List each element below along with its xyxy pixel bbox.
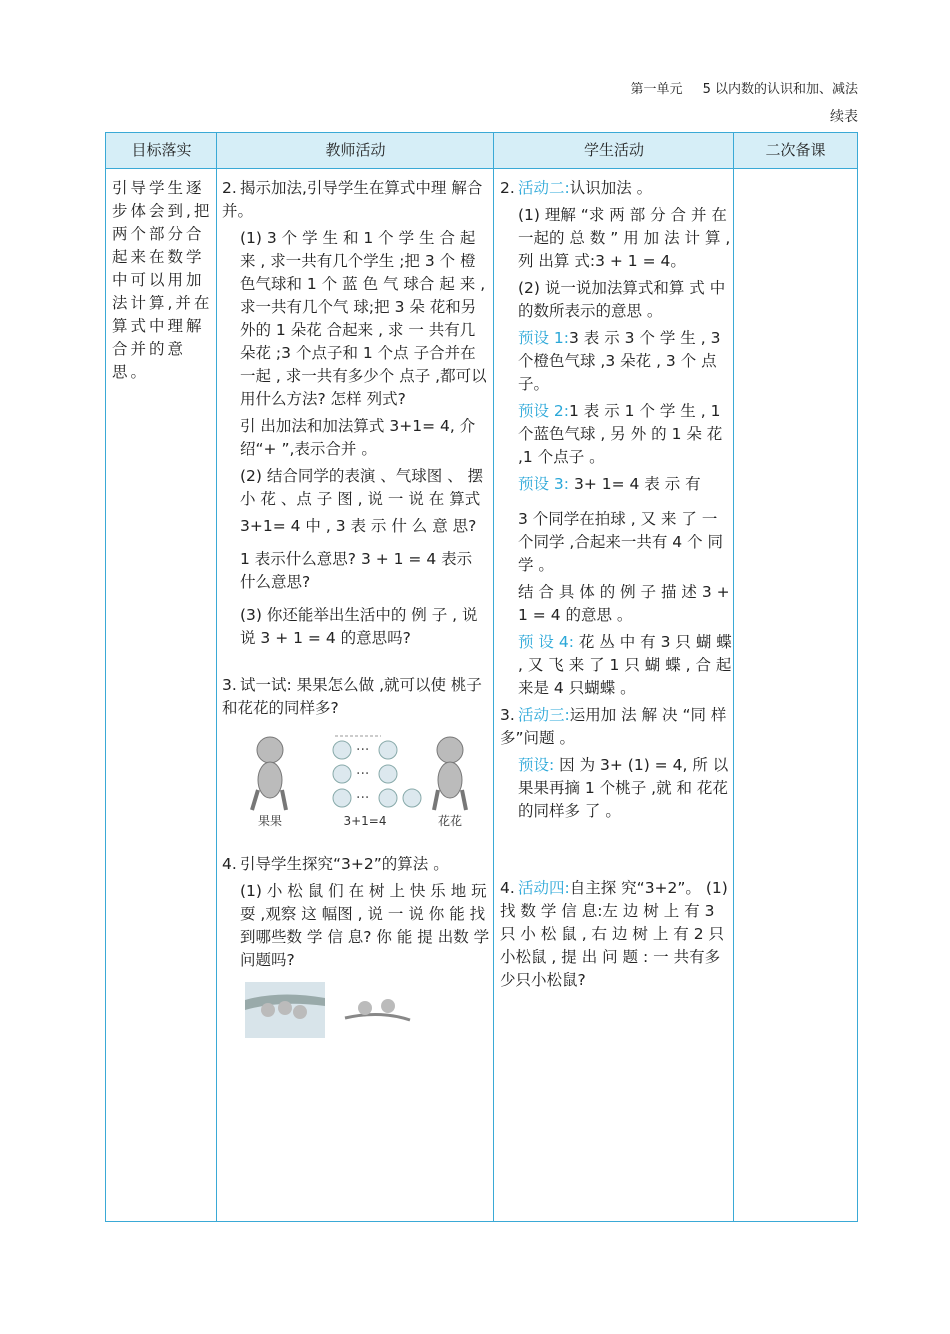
preset-3-describe: 结 合 具 体 的 例 子 描 述 3 + 1 = 4 的意思 。 [518,583,730,624]
preset-2: 预设 2:1 表 示 1 个 学 生 , 1 个蓝色气球 , 另 外 的 1 朵 花 ,1 个点子 。 [518,402,723,466]
goal-text: 引导学生逐步体会到,把两个部分合起来在数学中可以用加法计算,并在算式中理解合并的意思。 [112,179,213,381]
teacher-step-2-q2c: 1 表示什么意思? 3 + 1 = 4 表示 什么意思? [240,550,473,591]
preset-1: 预设 1:3 表 示 3 个 学 生 , 3 个橙色气球 ,3 朵花 , 3 个 点子。 [518,329,721,393]
divider [493,133,494,1221]
svg-text:···: ··· [356,790,370,806]
preset-3-detail: 3 个同学在拍球 , 又 来 了 一 个同学 ,合起来一共有 4 个 同学 。 [518,510,723,574]
squirrel-figure [240,980,490,1047]
student-activity-3: 3. 活动三:运用加 法 解 决 “同 样多”问题 。 [500,706,727,747]
page-header [614,78,858,97]
table-header [106,133,857,169]
lesson-table [105,132,858,1222]
svg-text:···: ··· [356,742,370,758]
teacher-step-2-q2: (2) 结合同学的表演 、气球图 、 摆 小 花 、点 子 图 , 说 一 说 在 算式 [240,467,484,508]
divider [733,133,734,1221]
student-activity [500,177,732,996]
teacher-step-4: 4. 引导学生探究“3+2”的算法 。 [222,855,449,873]
col-teacher-header: 教师活动 [325,141,386,159]
fig-label-guoguo: 果果 [257,814,283,828]
fig-label-huahua: 花花 [437,814,463,828]
chapter-title: 5 以内数的认识和加、减法 [702,82,858,97]
col-student-header: 学生活动 [583,141,644,159]
peach-icons [333,736,421,807]
divider [216,133,217,1221]
teacher-step-2-q3: (3) 你还能举出生活中的 例 子 , 说说 3 + 1 = 4 的意思吗? [240,606,478,647]
student-a2-p2: (2) 说一说加法算式和算 式 中的数所表示的意思 。 [518,279,726,320]
student-activity-2: 2. 活动二:认识加法 。 [500,179,653,197]
preset-5: 预设: 因 为 3+ (1) = 4, 所 以果果再摘 1 个桃子 ,就 和 花花的同样多 了 。 [518,756,729,820]
continued-label: 续表 [830,109,858,125]
teacher-step-3: 3. 试一试: 果果怎么做 ,就可以使 桃子和花花的同样多? [222,676,482,717]
monkey-right-icon [434,737,466,810]
peach-illustration [240,728,470,828]
preset-3: 预设 3: 3+ 1= 4 表 示 有 [518,475,701,493]
teacher-step-2-intro: 引 出加法和加法算式 3+1= 4, 介绍“+ ”,表示合并 。 [240,417,476,458]
branch-squirrels-icon [345,999,410,1020]
teacher-step-4-q1: (1) 小 松 鼠 们 在 树 上 快 乐 地 玩 耍 ,观察 这 幅图 , 说 一 说 你 能 找 到哪些数 学 信 息? 你 能 提 出数 学问题吗? [240,882,490,969]
squirrel-illustration [240,980,420,1040]
preset-4: 预 设 4: 花 丛 中 有 3 只 蝴 蝶 , 又 飞 来 了 1 只 蝴 蝶 , 合 起来是 4 只蝴蝶 。 [518,633,732,697]
svg-text:···: ··· [356,766,370,782]
fig-label-equation: 3+1=4 [343,814,387,828]
col-notes-header: 二次备课 [765,141,826,159]
teacher-activity [222,177,490,1055]
monkey-left-icon [252,737,286,810]
teacher-step-2: 2. 揭示加法,引导学生在算式中理 解合并。 [222,179,483,220]
student-a2-p1: (1) 理解 “求 两 部 分 合 并 在 一起的 总 数 ” 用 加 法 计 算 , 列 出算 式:3 + 1 = 4。 [518,206,731,270]
unit-label: 第一单元 [630,82,683,97]
monkey-peach-figure [240,728,490,835]
teacher-step-2-q2b: 3+1= 4 中 , 3 表 示 什 么 意 思? [240,517,477,535]
tree-squirrels-icon [245,982,325,1038]
teacher-step-2-q1: (1) 3 个 学 生 和 1 个 学 生 合 起 来 , 求一共有几个学生 ;把 3 个 橙色气球和 1 个 蓝 色 气 球合 起 来 , 求一共有几个气 球;把 3 朵 花和另外的 1 朵花 合起来 , 求 一 共有几朵花 ;3 个点子和 1 个点 子合并在一起 , 求一共有多少个 点子 ,都可以 用什么方法? 怎样 列式? [240,229,487,408]
col-goal-header: 目标落实 [131,141,192,159]
student-activity-4: 4. 活动四:自主探 究“3+2”。 (1) 找 数 学 信 息:左 边 树 上 有 3 只 小 松 鼠 , 右 边 树 上 有 2 只小松鼠 , 提 出 问 题 : 一 共有多少只小松鼠? [500,879,728,989]
